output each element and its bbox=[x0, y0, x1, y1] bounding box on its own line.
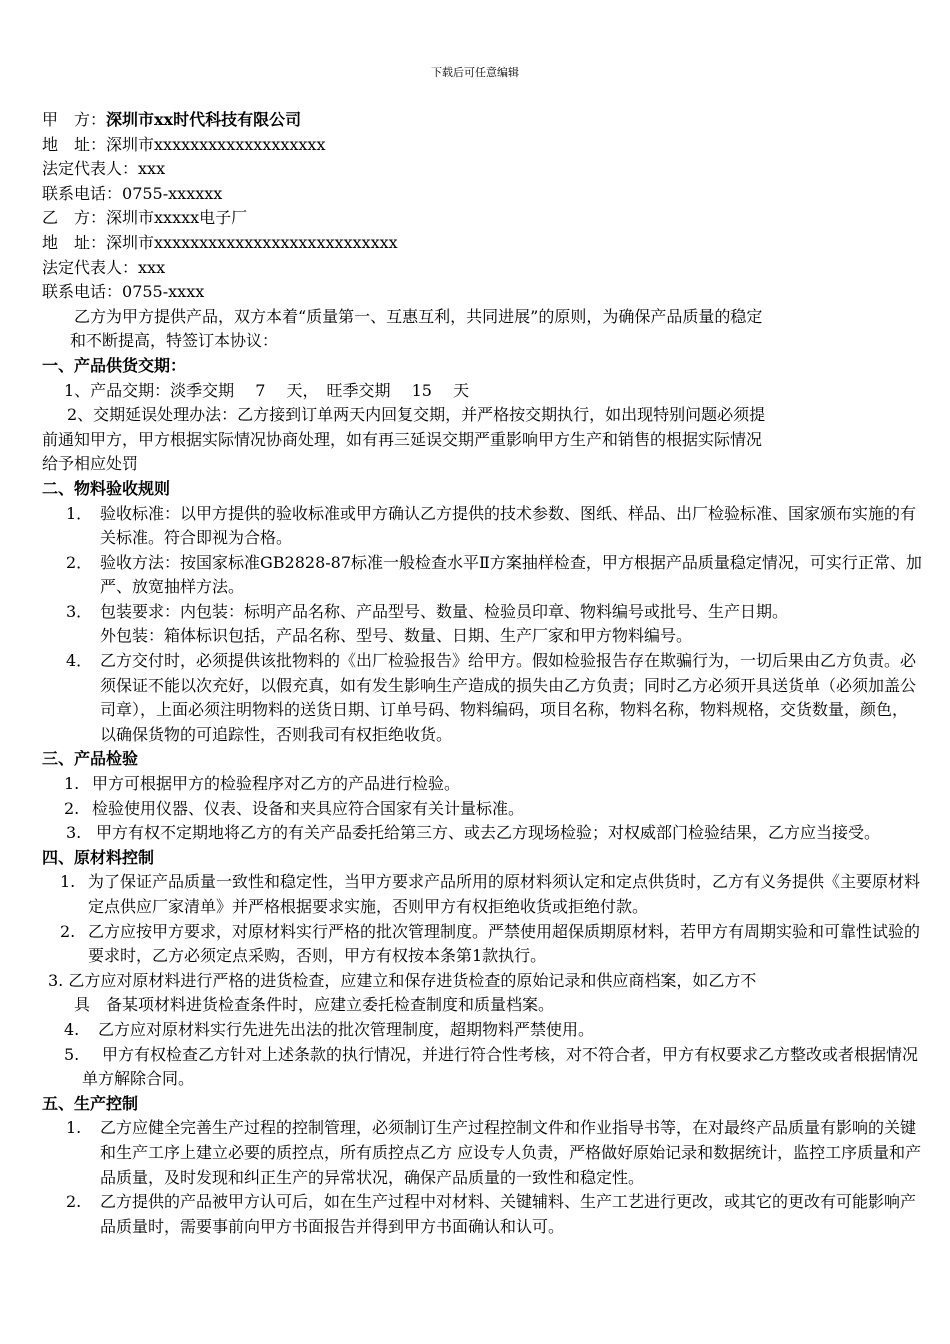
s2-text-2: 验收方法：按国家标准GB2828-87标准一般检查水平Ⅱ方案抽样检查，甲方根据产品质量稳定情况，可实行正常、加严、放宽抽样方法。 bbox=[100, 552, 922, 597]
section-5-title: 五、生产控制 bbox=[42, 1093, 139, 1113]
s2-item-3 bbox=[42, 600, 922, 649]
s4-num-1: 1. bbox=[60, 872, 76, 892]
party-b-line bbox=[42, 206, 922, 231]
intro-line-1: 乙方为甲方提供产品，双方本着“质量第一、互惠互利，共同进展”的原则，为确保产品质量的稳定 bbox=[74, 306, 763, 326]
s1-item-2-cont2: 给予相应处罚 bbox=[42, 454, 139, 474]
section-2-title: 二、物料验收规则 bbox=[42, 478, 171, 498]
party-a-line bbox=[42, 108, 922, 133]
s2-num-1: 1． bbox=[66, 503, 93, 523]
party-b-address-line bbox=[42, 231, 922, 256]
s3-num-2: 2. bbox=[64, 798, 80, 818]
s4-text-4: 乙方应对原材料实行先进先出法的批次管理制度，超期物料严禁使用。 bbox=[98, 1019, 595, 1039]
s4-item-2 bbox=[42, 920, 922, 969]
party-a-label: 甲 方： bbox=[42, 110, 107, 129]
s3-item-1 bbox=[42, 772, 922, 797]
s3-num-1: 1. bbox=[64, 774, 80, 794]
s1-item-2-cont: 前通知甲方，甲方根据实际情况协商处理，如有再三延误交期严重影响甲方生产和销售的根据实际情况 bbox=[42, 429, 763, 449]
s3-text-1: 甲方可根据甲方的检验程序对乙方的产品进行检验。 bbox=[92, 774, 461, 794]
party-a-phone-line bbox=[42, 182, 922, 207]
party-a-name: 深圳市xx时代科技有限公司 bbox=[106, 110, 302, 129]
party-a-phone: 0755-xxxxxx bbox=[122, 183, 223, 203]
section-1-title: 一、产品供货交期： bbox=[42, 355, 187, 375]
s4-item-5 bbox=[42, 1043, 922, 1092]
s4-text-2: 乙方应按甲方要求，对原材料实行严格的批次管理制度。严禁使用超保质期原材料，若甲方有周期实验和可靠性试验的要求时，乙方必须定点采购，否则，甲方有权按本条第1款执行。 bbox=[88, 921, 921, 966]
s5-num-2: 2. bbox=[66, 1192, 82, 1212]
party-b-address: 深圳市xxxxxxxxxxxxxxxxxxxxxxxxxxx bbox=[106, 232, 398, 252]
party-b-phone: 0755-xxxx bbox=[122, 282, 205, 302]
s5-item-2 bbox=[42, 1190, 922, 1239]
s2-item-1 bbox=[42, 502, 922, 551]
s4-text-5: 甲方有权检查乙方针对上述条款的执行情况，并进行符合性考核，对不符合者，甲方有权要求乙方整改或者根据情况单方解除合同。 bbox=[82, 1044, 919, 1089]
party-b-rep-label: 法定代表人： bbox=[42, 257, 139, 277]
party-a-rep: xxx bbox=[138, 159, 166, 179]
s3-num-3: 3. bbox=[66, 823, 82, 843]
s2-text-3b: 外包装：箱体标识包括，产品名称、型号、数量、日期、生产厂家和甲方物料编号。 bbox=[100, 626, 693, 646]
header-note: 下载后可任意编辑 bbox=[431, 66, 519, 79]
s2-num-2: 2． bbox=[66, 552, 93, 572]
s3-item-2 bbox=[42, 797, 922, 822]
party-b-phone-label: 联系电话： bbox=[42, 282, 123, 302]
party-a-address-label: 地 址： bbox=[42, 134, 107, 154]
s2-num-4: 4． bbox=[66, 651, 93, 671]
party-a-address-line bbox=[42, 133, 922, 158]
s5-text-2: 乙方提供的产品被甲方认可后，如在生产过程中对材料、关键辅料、生产工艺进行更改，或其它的更改有可能影响产品质量时，需要事前向甲方书面报告并得到甲方书面确认和认可。 bbox=[100, 1192, 917, 1236]
s5-num-1: 1. bbox=[66, 1118, 82, 1138]
s5-item-1 bbox=[42, 1116, 922, 1190]
s1-item-2: 2、交期延误处理办法：乙方接到订单两天内回复交期，并严格按交期执行，如出现特别问题必须提 bbox=[67, 405, 766, 425]
s5-text-1: 乙方应健全完善生产过程的控制管理，必须制订生产过程控制文件和作业指导书等，在对最终产品质量有影响的关键和生产工序上建立必要的质控点，所有质控点乙方 应设专人负责，严格做好原始记录和数据统计，监控工序质量和产品质量，及时发现和纠正生产的异常状况，确保产品质量的一致性和稳定性。 bbox=[100, 1118, 922, 1187]
party-a-rep-label: 法定代表人： bbox=[42, 159, 139, 179]
s2-text-4: 乙方交付时，必须提供该批物料的《出厂检验报告》给甲方。假如检验报告存在欺骗行为，一切后果由乙方负责。必须保证不能以次充好，以假充真，如有发生影响生产造成的损失由乙方负责；同时乙方必须开具送货单（必须加盖公司章），上面必须注明物料的送货日期、订单号码、物料编码，项目名称，物料名称，物料规格，交货数量，颜色，以确保货物的可追踪性，否则我司有权拒绝收货。 bbox=[100, 651, 917, 744]
s3-text-2: 检验使用仪器、仪表、设备和夹具应符合国家有关计量标准。 bbox=[92, 798, 525, 818]
s1-item-1: 1、产品交期：淡季交期 7 天， 旺季交期 15 天 bbox=[64, 380, 470, 400]
s2-item-4 bbox=[42, 649, 922, 747]
s4-text-1: 为了保证产品质量一致性和稳定性，当甲方要求产品所用的原材料须认定和定点供货时，乙方有义务提供《主要原材料定点供应厂家清单》并严格根据要求实施，否则甲方有权拒绝收货或拒绝付款。 bbox=[88, 872, 921, 916]
contract-body bbox=[42, 108, 922, 1239]
s4-num-5: 5. bbox=[64, 1044, 80, 1064]
s4-item-3: 3. 乙方应对原材料进行严格的进货检查，应建立和保存进货检查的原始记录和供应商档案，如乙方不 bbox=[48, 970, 757, 990]
s2-text-3a: 包装要求：内包装：标明产品名称、产品型号、数量、检验员印章、物料编号或批号、生产日期。 bbox=[100, 601, 789, 621]
s4-num-4: 4. bbox=[64, 1019, 80, 1039]
party-b-rep-line bbox=[42, 256, 922, 281]
s4-item-4 bbox=[42, 1018, 922, 1043]
s3-text-3: 甲方有权不定期地将乙方的有关产品委托给第三方、或去乙方现场检验；对权威部门检验结果，乙方应当接受。 bbox=[96, 823, 881, 843]
party-b-label: 乙 方： bbox=[42, 208, 107, 228]
s4-item-1 bbox=[42, 870, 922, 919]
s4-item-3-cont: 具 备某项材料进货检查条件时，应建立委托检查制度和质量档案。 bbox=[74, 995, 555, 1015]
party-b-rep: xxx bbox=[138, 257, 166, 277]
party-b-name: 深圳市xxxxx电子厂 bbox=[106, 208, 248, 228]
party-a-rep-line bbox=[42, 157, 922, 182]
s2-text-1: 验收标准：以甲方提供的验收标准或甲方确认乙方提供的技术参数、图纸、样品、出厂检验标准、国家颁布实施的有关标准。符合即视为合格。 bbox=[100, 503, 917, 548]
s2-num-3: 3． bbox=[66, 601, 93, 621]
s4-num-2: 2. bbox=[60, 921, 76, 941]
s2-item-2 bbox=[42, 551, 922, 600]
section-4-title: 四、原材料控制 bbox=[42, 847, 155, 867]
party-a-address: 深圳市xxxxxxxxxxxxxxxxxxx bbox=[106, 134, 326, 154]
section-3-title: 三、产品检验 bbox=[42, 749, 139, 769]
s3-item-3 bbox=[42, 821, 922, 846]
party-b-address-label: 地 址： bbox=[42, 232, 107, 252]
party-a-phone-label: 联系电话： bbox=[42, 183, 123, 203]
party-b-phone-line bbox=[42, 280, 922, 305]
intro-line-2: 和不断提高，特签订本协议： bbox=[70, 331, 279, 351]
